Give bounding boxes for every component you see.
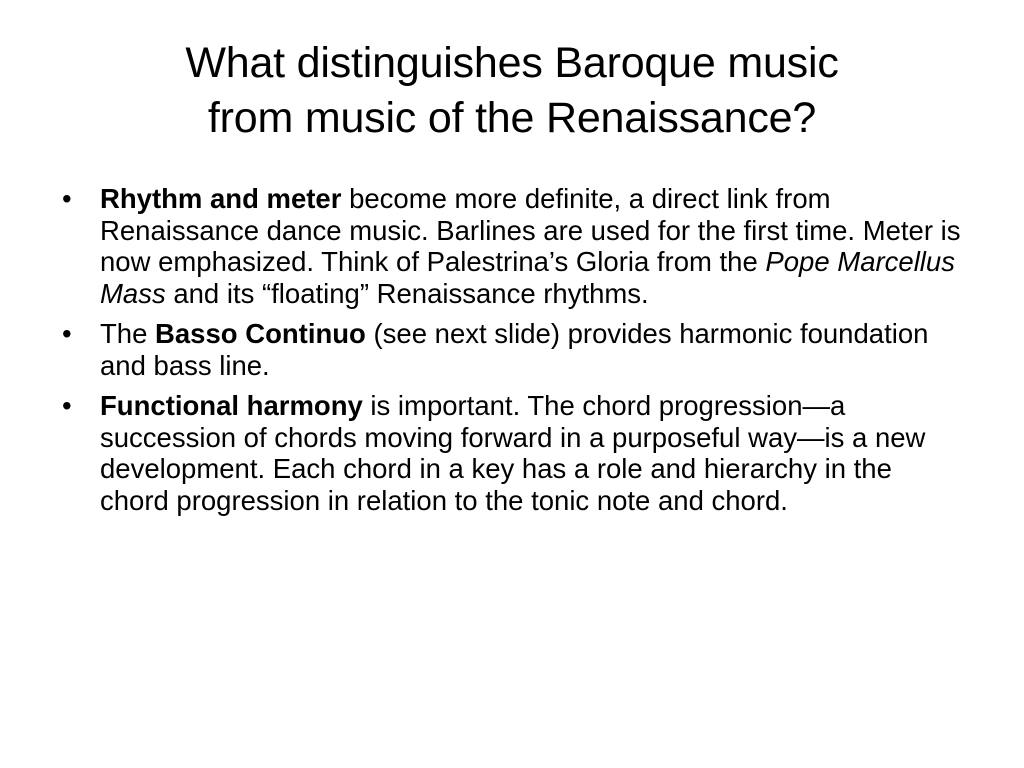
bullet-2-text: (see next slide) provides harmonic foundation and bass line. <box>100 318 929 381</box>
bullet-1-text-2: and its “floating” Renaissance rhythms. <box>165 277 649 309</box>
bullet-2-lead: The <box>100 318 156 349</box>
slide-title-line-1: What distinguishes Baroque music <box>185 39 839 87</box>
bullet-dot-icon: • <box>62 390 72 421</box>
bullet-rhythm-and-meter <box>62 183 962 309</box>
bullet-dot-icon: • <box>62 183 72 214</box>
bullet-3-text: is important. The chord progression—a succession of chords moving forward in a purposeful way—is a new development. Each chord in a key has a role and hierarchy in the chord progression in relation to the tonic note and chord. <box>100 390 926 516</box>
bullet-3-bold-lead: Functional harmony <box>100 390 363 421</box>
slide-title-line-2: from music of the Renaissance? <box>207 94 817 142</box>
bullet-basso-continuo <box>62 318 962 381</box>
slide-title <box>70 36 954 146</box>
bullet-list <box>62 183 962 525</box>
bullet-1-italic-title: Pope Marcellus Mass <box>100 246 955 309</box>
bullet-dot-icon: • <box>62 318 72 349</box>
bullet-functional-harmony <box>62 390 962 516</box>
bullet-1-text-1: become more definite, a direct link from Renaissance dance music. Barlines are used for the first time. Meter is now emphasized. Think of Palestrina’s Gloria from the <box>100 183 961 277</box>
bullet-1-bold-lead: Rhythm and meter <box>100 183 342 214</box>
bullet-2-bold: Basso Continuo <box>155 318 366 349</box>
